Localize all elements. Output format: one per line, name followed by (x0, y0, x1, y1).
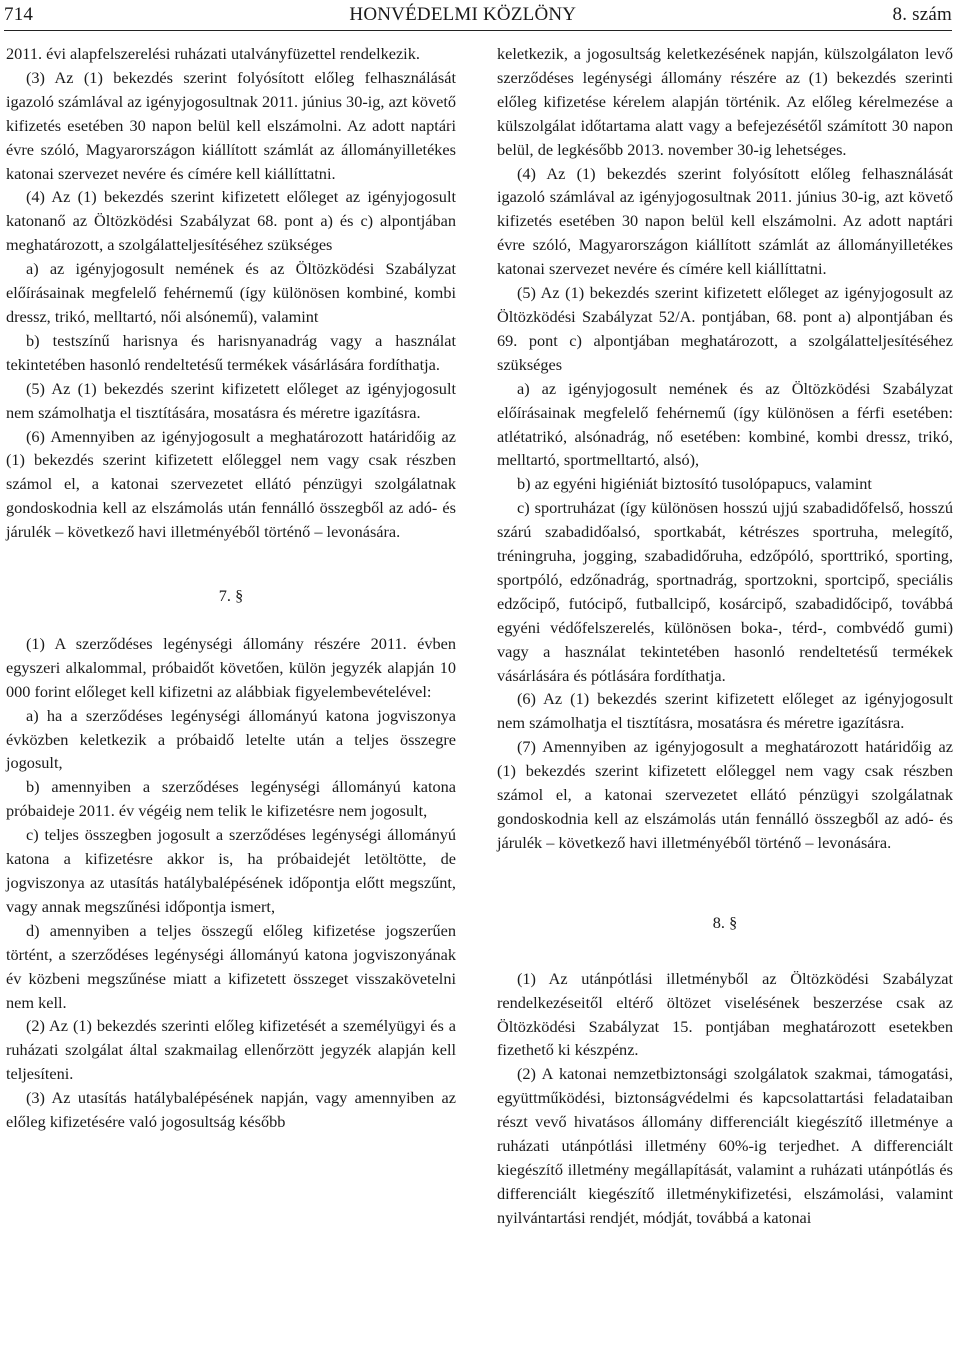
paragraph: (1) A szerződéses legénységi állomány részére 2011. évben egyszeri alkalommal, próbaidőt követően, külön jegyzék alapján 10 000 forint előleget kell kifizetni az alábbiak figyelembevételével: (6, 633, 456, 701)
paragraph: (6) Amennyiben az igényjogosult a meghatározott határidőig az (1) bekezdés szerint kifizetett előleggel nem vagy csak részben számol el, a katonai szervezetet ellátó pénzügyi szolgálatnak gondoskodnia kell az elszámolás után fennálló összegből az adó- és járulék – következő havi illetményéből történő – levonására. (6, 426, 456, 542)
paragraph: 2011. évi alapfelszerelési ruházati utalványfüzettel rendelkezik. (6, 44, 420, 63)
paragraph: (4) Az (1) bekezdés szerint folyósított előleg felhasználását igazoló számlával az igényjogosultnak 2011. június 30-ig, azt követő kifizetés esetében 30 napon belül kell elszámolni. Az adott naptári évre szóló, Magyarországon kiállított számlát az állományilletékes katonai szervezet nevére és címére kell kiállíttatni. (497, 163, 953, 279)
section-heading: 8. § (712, 912, 738, 932)
page-header (4, 0, 952, 30)
paragraph: (3) Az utasítás hatálybalépésének napján, vagy amennyiben az előleg kifizetésére való jogosultság később (6, 1088, 456, 1132)
paragraph: (6) Az (1) bekezdés szerint kifizetett előleget az igényjogosult nem számolhatja el tisztításra, mosatásra és méretre igazításra. (497, 689, 953, 733)
paragraph: a) ha a szerződéses legénységi állományú katona jogviszonya évközben keletkezik a próbaidő letelte után a teljes összegre jogosult, (6, 705, 456, 773)
issue-number: 8. szám (892, 4, 952, 25)
paragraph: (3) Az (1) bekezdés szerint folyósított előleg felhasználását igazoló számlával az igényjogosultnak 2011. június 30-ig, azt követő kifizetés esetében 30 napon belül kell elszámolni. Az adott naptári évre szóló, Magyarországon kiállított számlát az állományilletékes katonai szervezet nevére és címére kell kiállíttatni. (6, 67, 456, 183)
journal-title: HONVÉDELMI KÖZLÖNY (349, 4, 577, 25)
paragraph: keletkezik, a jogosultság keletkezésének napján, külszolgálaton levő szerződéses legénységi állomány részére az (1) bekezdés szerinti előleg kifizetése kérelem alapján történik. Az előleg kérelmezése a külszolgálat időtartama alatt vagy a befejezésétől számított 30 napon belül, de legkésőbb 2013. november 30-ig lehetséges. (497, 44, 953, 159)
paragraph: d) amennyiben a teljes összegű előleg kifizetése jogszerűen történt, a szerződéses legénységi állományú katona jogviszonyának év közbeni megszűnése miatt a kifizetett összeget visszakövetelni nem kell. (6, 920, 456, 1012)
paragraph: c) teljes összegben jogosult a szerződéses legénységi állományú katona a kifizetésre akkor is, ha próbaidejét letöltötte, de jogviszonya az utasítás hatálybalépésének időpontja előtt megszűnt, vagy annak megszűnési időpontja ismert, (6, 825, 456, 916)
section-heading: 7. § (218, 586, 244, 606)
paragraph: b) amennyiben a szerződéses legénységi állományú katona próbaideje 2011. év végéig nem telik le kifizetésre nem jogosult, (6, 777, 456, 821)
paragraph: a) az igényjogosult nemének és az Öltözködési Szabályzat előírásainak megfelelő fehérnemű (így különösen kombiné, kombi dressz, trikó, melltartó, női alsónemű), valamint (6, 259, 456, 326)
paragraph: (1) Az utánpótlási illetményből az Öltözködési Szabályzat rendelkezéseitől eltérő öltözet viselésének beszerzése csak az Öltözködési Szabályzat 15. pontjában meghatározott esetekben fizethető ki készpénz. (497, 968, 953, 1060)
left-column (6, 42, 456, 1134)
paragraph: (2) Az (1) bekezdés szerinti előleg kifizetését a személyügyi és a ruházati szolgálat által szakmailag ellenőrzött jegyzék alapján kell teljesíteni. (6, 1016, 456, 1084)
paragraph: (4) Az (1) bekezdés szerint kifizetett előleget az igényjogosult katonanő az Öltözködési Szabályzat 68. pont a) és c) alpontjában meghatározott, a szolgálatteljesítéséhez szükséges (6, 187, 456, 255)
paragraph: (2) A katonai nemzetbiztonsági szolgálatok szakmai, támogatási, együttműködési, biztonságvédelmi és kapcsolattartási feladataiban részt vevő hivatásos állomány differenciált kiegészítő illetménye a ruházati utánpótlási illetmény 60%-ig terjedhet. A differenciált kiegészítő illetmény megállapítását, valamint a ruházati utánpótlás és differenciált kiegészítő illetménykifizetési, elszámolási, valamint nyilvántartási rendjét, módját, továbbá a katonai (497, 1064, 953, 1227)
page-number: 714 (4, 4, 34, 25)
paragraph: b) az egyéni higiéniát biztosító tusolópapucs, valamint (517, 474, 872, 494)
paragraph: c) sportruházat (így különösen hosszú ujjú szabadidőfelső, hosszú szárú szabadidőalsó, sportkabát, kétrészes sportruha, melegítő, tréningruha, jogging, szabadidőruha, edzőpóló, sporttrikó, sporting, sportpóló, edzőnadrág, sportnadrág, sportzokni, sportcipő, speciális edzőcipő, futócipő, futballcipő, kosárcipő, szabadidőcipő, továbbá egyéni védőfelszerelés, különösen boka-, térd-, combvédő gumi) vagy a használat tekintetében hasonló rendeltetésű termékek vásárlására és pótlására fordíthatja. (497, 498, 953, 685)
paragraph: (5) Az (1) bekezdés szerint kifizetett előleget az igényjogosult nem számolhatja el tisztítására, mosatásra és méretre igazításra. (6, 378, 456, 422)
paragraph: b) testszínű harisnya és harisnyanadrág vagy a használat tekintetében hasonló rendeltetésű termékek vásárlására fordíthatja. (6, 330, 456, 374)
paragraph: (5) Az (1) bekezdés szerint kifizetett előleget az igényjogosult az Öltözködési Szabályzat 52/A. pontjában, 68. pont a) alpontjában és 69. pont c) alpontjában meghatározott, a szolgálatteljesítéséhez szükséges (497, 283, 953, 374)
paragraph: (7) Amennyiben az igényjogosult a meghatározott határidőig az (1) bekezdés szerint kifizetett előleggel nem vagy csak részben számol el, a katonai szervezetet ellátó pénzügyi szolgálatnak gondoskodnia kell az elszámolás után fennálló összegből az adó- és járulék – következő havi illetményéből történő – levonására. (497, 737, 953, 852)
right-column (497, 42, 953, 1230)
paragraph: a) az igényjogosult nemének és az Öltözködési Szabályzat előírásainak megfelelő fehérnemű (így különösen a férfi esetében: atlétatrikó, alsónadrág, nő esetében: kombiné, kombi dressz, trikó, melltartó, sportmelltartó, alsó), (497, 378, 953, 470)
header-rule (4, 30, 952, 31)
